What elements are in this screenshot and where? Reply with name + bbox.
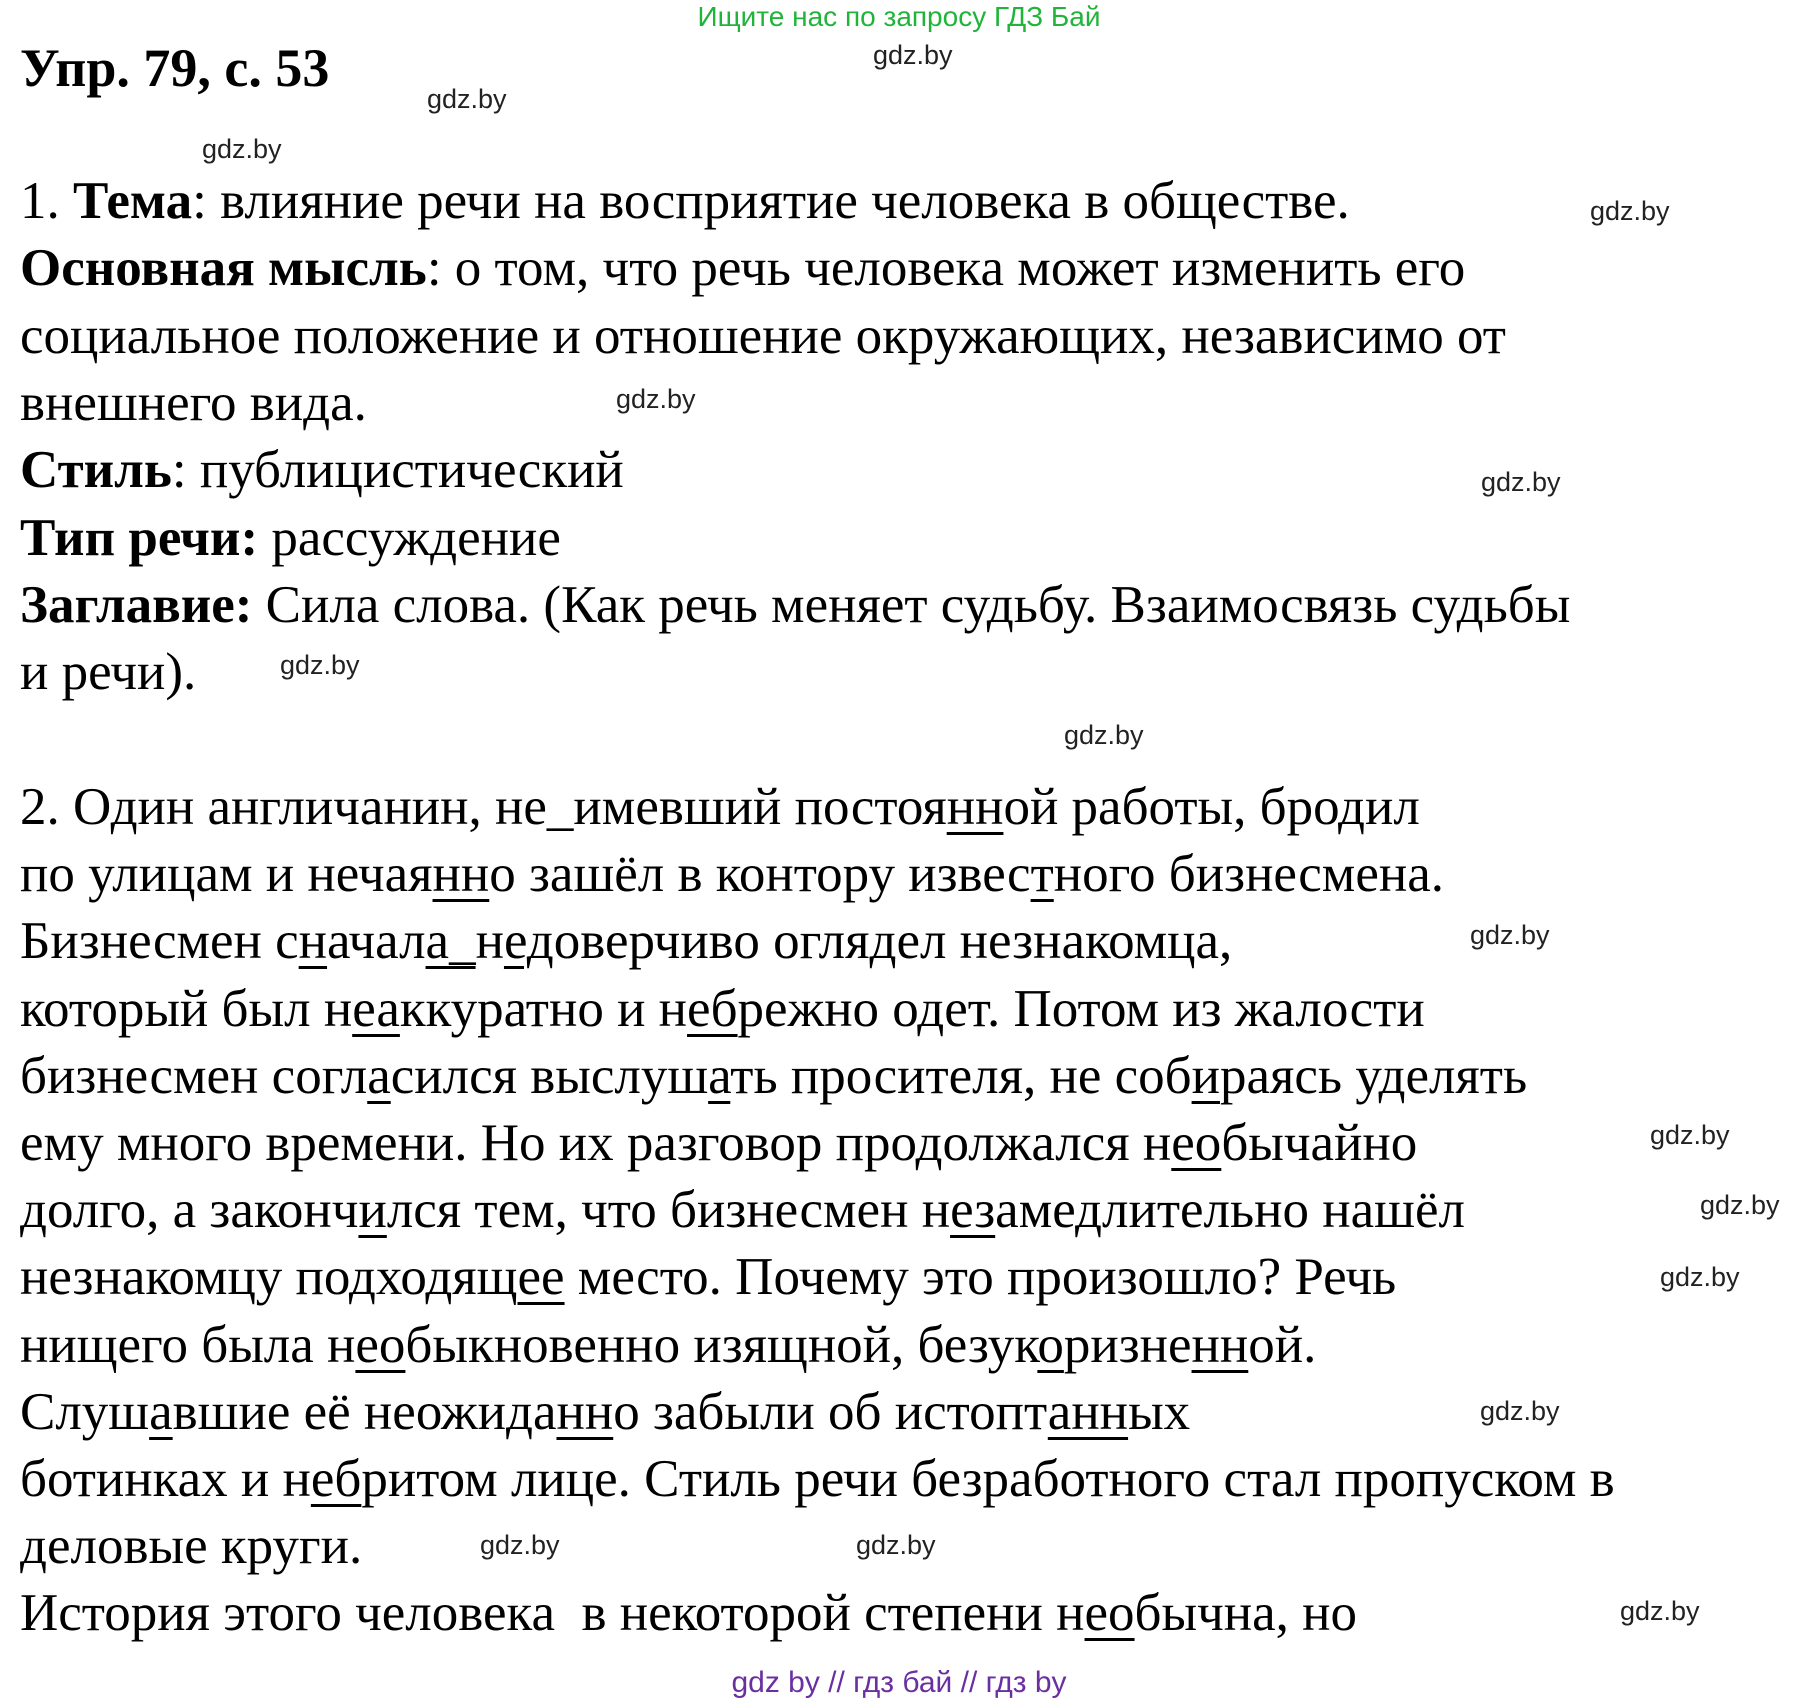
text-segment: : о том, что речь человека может изменить его [426,239,1466,298]
underlined-orthogram: а [367,1046,391,1105]
watermark: gdz.by [873,40,953,70]
underlined-orthogram: а [708,1046,731,1105]
watermark: gdz.by [1064,720,1144,750]
bold-label: Тема [73,172,193,230]
text-segment: нищего была н [20,1315,356,1374]
text-segment: лся тем, что бизнесмен н [386,1181,951,1240]
bold-label: Стиль [20,441,172,500]
search-banner: Ищите нас по запросу ГДЗ Бай [697,1,1101,32]
text-segment: ккуратно и н [399,979,688,1038]
text-segment: режно одет. Потом из жалости [737,979,1425,1038]
text-line [20,976,1425,1043]
text-line [20,1513,362,1580]
text-segment: : влияние речи на восприятие человека в обществе. [192,172,1350,230]
text-segment: вшие её неожида [172,1382,557,1441]
text-segment: Сила слова. (Как речь меняет судьбу. Взаимосвязь судьбы [252,575,1571,634]
watermark: gdz.by [480,1530,560,1560]
watermark: gdz.by [280,650,360,680]
text-segment: быкновенно изящной, безук [405,1315,1038,1374]
underlined-orthogram: нн [946,778,1004,836]
text-segment: сился выслуш [390,1046,709,1105]
underlined-orthogram: а [149,1382,173,1441]
text-segment: внешнего вида. [20,373,367,432]
watermark: gdz.by [1480,1396,1560,1426]
text-line [20,1043,1527,1110]
text-line [20,1580,1357,1647]
text-segment: ного бизнесмена. [1053,845,1444,904]
underlined-orthogram: ео [1171,1114,1222,1172]
underlined-orthogram: еа [352,979,400,1038]
bold-label: Тип речи: [20,508,259,567]
footer-watermark: gdz by // гдз бай // гдз by [731,1666,1067,1699]
underlined-orthogram: ед [503,912,554,971]
watermark: gdz.by [1620,1596,1700,1626]
watermark: gdz.by [856,1530,936,1560]
underlined-orthogram: еб [310,1450,362,1508]
underlined-orthogram: еб [687,979,738,1038]
text-segment: рассуждение [258,508,561,567]
text-segment: долго, а законч [20,1181,359,1240]
text-segment: бычна, но [1134,1584,1358,1643]
exercise-title: Упр. 79, с. 53 [20,38,330,98]
watermark: gdz.by [202,134,282,164]
text-line [20,639,196,706]
text-segment: Слуш [20,1382,150,1441]
text-segment: о зашёл в контору извес [489,845,1031,904]
underlined-orthogram: нн [432,845,490,904]
underlined-orthogram: т [1030,845,1054,904]
text-line [20,235,1465,302]
watermark: gdz.by [616,384,696,414]
watermark: gdz.by [1481,467,1561,497]
watermark: gdz.by [1590,196,1670,226]
underlined-orthogram: ео [355,1315,406,1374]
text-segment: и речи). [20,643,197,702]
text-line [20,1110,1417,1177]
text-line [20,303,1506,370]
text-segment: ой работы, бродил [1003,778,1420,836]
underlined-orthogram: нн [556,1382,614,1441]
underlined-orthogram: ез [950,1181,996,1240]
text-segment: Бизнесмен с [20,912,299,971]
text-line [20,1244,1396,1311]
text-segment: по улицам и нечая [20,845,433,904]
text-segment: оверчиво оглядел незнакомца, [553,912,1233,971]
text-line [20,774,1420,841]
text-segment: бизнесмен согл [20,1046,368,1105]
watermark: gdz.by [1470,920,1550,950]
text-segment: деловые круги. [20,1517,363,1576]
text-segment: бычайно [1221,1114,1418,1172]
text-segment: ых [1128,1382,1191,1441]
watermark: gdz.by [1650,1120,1730,1150]
underlined-orthogram: а_ [425,912,476,971]
text-segment: о забыли об истопт [613,1382,1048,1441]
text-segment: раясь уделять [1219,1046,1528,1105]
underlined-orthogram: и [358,1181,387,1240]
text-segment: который был н [20,979,353,1038]
text-segment: место. Почему это произошло? Речь [564,1248,1397,1307]
text-segment: ему много времени. Но их разговор продолжался н [20,1114,1172,1172]
text-line [20,1446,1615,1513]
text-segment: незнакомцу подходящ [20,1248,518,1307]
underlined-orthogram: ео [1084,1584,1135,1643]
text-segment: История этого человека в некоторой степени н [20,1584,1085,1643]
watermark: gdz.by [427,84,507,114]
text-segment: ботинках и н [20,1450,311,1508]
underlined-orthogram: анн [1047,1382,1129,1441]
text-line [20,1379,1190,1446]
underlined-orthogram: ее [517,1248,565,1307]
text-segment: амедлительно нашёл [995,1181,1465,1240]
text-segment: н [475,912,504,971]
text-segment: ризне [1063,1315,1192,1374]
text-segment: 1. [20,172,73,230]
text-segment: : публицистический [171,441,624,500]
underlined-orthogram: нн [1191,1315,1249,1374]
text-line [20,168,1350,235]
text-segment: социальное положение и отношение окружающих, независимо от [20,306,1506,365]
underlined-orthogram: н [298,912,328,971]
text-segment: 2. Один англичанин, не_имевший постоя [20,778,947,836]
text-line [20,370,367,437]
text-line [20,1312,1316,1379]
text-segment: ть просителя, не соб [730,1046,1192,1105]
watermark: gdz.by [1700,1190,1780,1220]
text-line [20,505,561,572]
bold-label: Заглавие: [20,575,253,634]
text-line [20,1177,1465,1244]
text-line [20,908,1232,975]
text-segment: ачал [327,912,426,971]
text-line [20,437,624,504]
text-segment: ой. [1248,1315,1317,1374]
underlined-orthogram: и [1191,1046,1220,1105]
watermark: gdz.by [1660,1262,1740,1292]
underlined-orthogram: о [1037,1315,1064,1374]
text-line [20,841,1444,908]
text-segment: ритом лице. Стиль речи безработного стал пропуском в [361,1450,1615,1508]
text-line [20,572,1570,639]
bold-label: Основная мысль [20,239,427,298]
